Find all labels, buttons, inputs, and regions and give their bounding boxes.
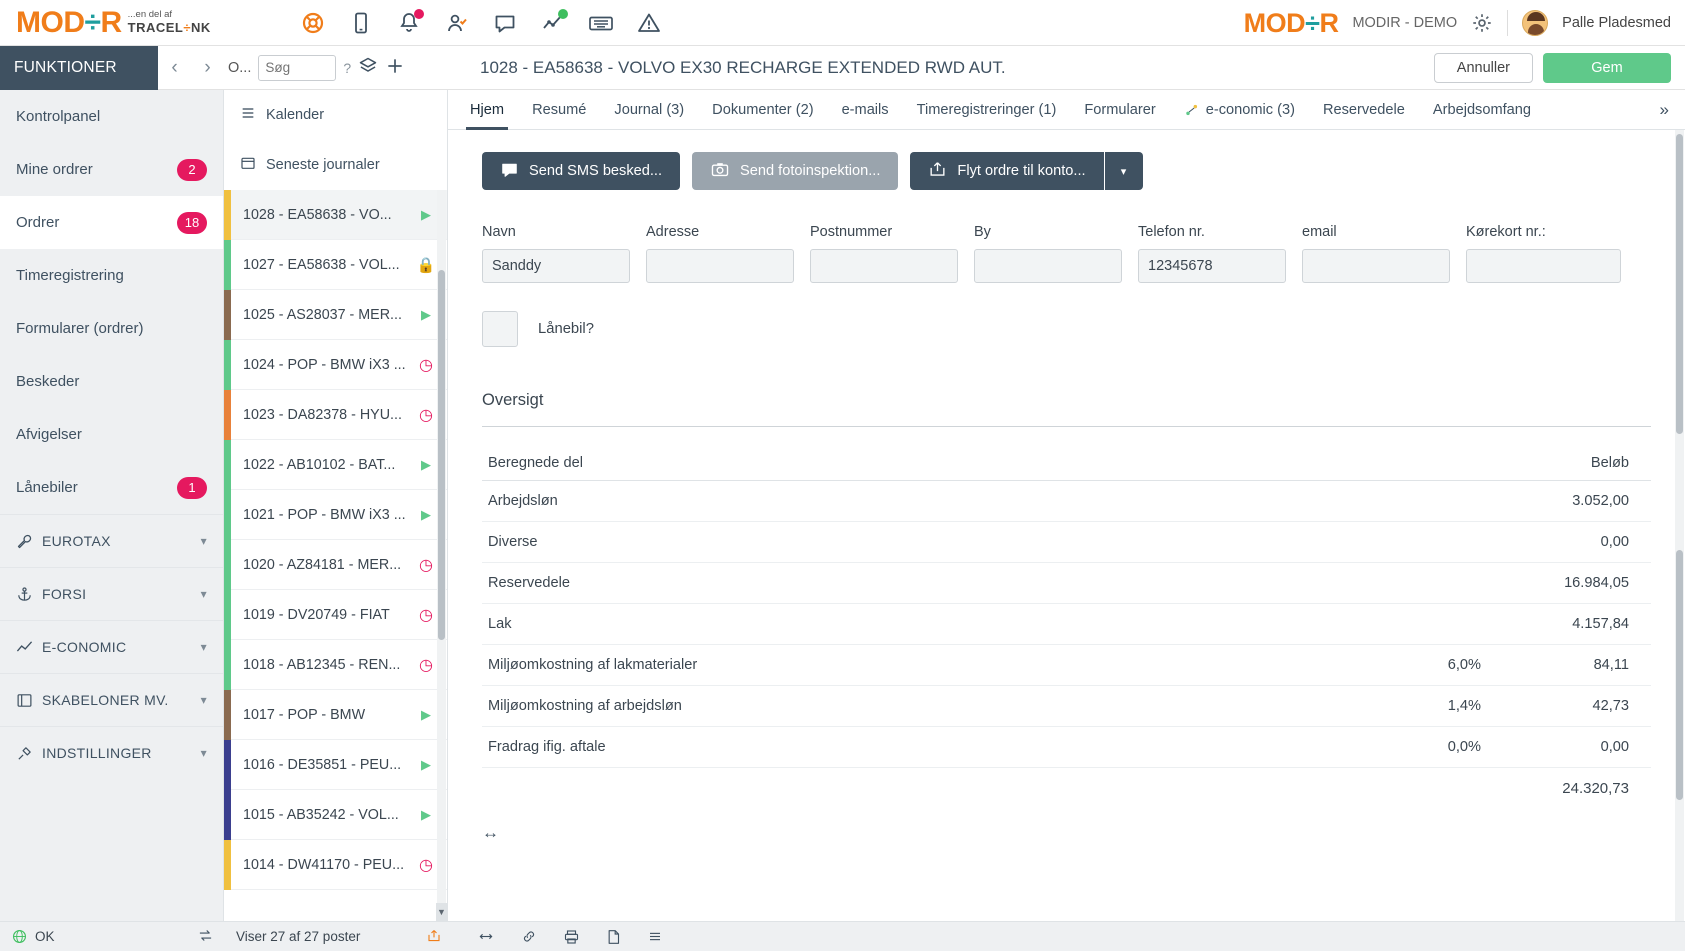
- sidebar-item-label: Formularer (ordrer): [16, 320, 144, 337]
- row-pct: 1,4%: [1391, 686, 1481, 727]
- sidebar-group-label: FORSI: [42, 586, 87, 602]
- sidebar-group-label: EUROTAX: [42, 533, 111, 549]
- question-icon[interactable]: ?: [343, 59, 352, 76]
- adresse-input[interactable]: [646, 249, 794, 283]
- chevron-down-icon: ▾: [200, 640, 207, 654]
- top-right-area: [1244, 0, 1685, 46]
- customer-fields: [482, 224, 1651, 283]
- navn-input[interactable]: [482, 249, 630, 283]
- order-color-bar: [224, 490, 231, 540]
- row-name: Miljøomkostning af lakmaterialer: [482, 645, 1391, 686]
- row-amount: 0,00: [1481, 522, 1651, 563]
- order-row[interactable]: [224, 840, 447, 890]
- order-row[interactable]: [224, 440, 447, 490]
- main-scrollbar-thumb-2[interactable]: [1676, 550, 1683, 800]
- tab-reservedele[interactable]: [1309, 90, 1419, 129]
- korekort-input[interactable]: [1466, 249, 1621, 283]
- move-order-button[interactable]: [910, 152, 1103, 190]
- field-label: Kørekort nr.:: [1466, 224, 1546, 240]
- anchor-icon: [16, 586, 33, 603]
- field-postnummer: [810, 224, 958, 283]
- order-label: 1022 - AB10102 - BAT...: [243, 456, 396, 473]
- sidebar-item-label: Timeregistrering: [16, 267, 124, 284]
- link-icon[interactable]: [520, 929, 538, 944]
- layers-icon[interactable]: [358, 56, 378, 80]
- records-label: Viser 27 af 27 poster: [236, 929, 361, 944]
- row-name: Lak: [482, 604, 1391, 645]
- horizontal-arrows-icon[interactable]: [476, 929, 496, 944]
- order-label: 1027 - EA58638 - VOL...: [243, 256, 400, 273]
- sidebar-badge: 1: [177, 477, 207, 499]
- tab-arbejdsomfang[interactable]: [1419, 90, 1545, 129]
- page-title: 1028 - EA58638 - VOLVO EX30 RECHARGE EXTENDED RWD AUT.: [480, 57, 1006, 77]
- row-name: Arbejdsløn: [482, 481, 1391, 522]
- tab-hjem[interactable]: [456, 90, 518, 129]
- main-scrollbar-thumb[interactable]: [1676, 134, 1683, 434]
- tab-label: Hjem: [470, 101, 505, 118]
- order-color-bar: [224, 640, 231, 690]
- row-amount: 84,11: [1481, 645, 1651, 686]
- orders-scroll-down-icon[interactable]: ▼: [436, 903, 447, 921]
- field-telefon: [1138, 224, 1286, 283]
- cancel-button[interactable]: Annuller: [1434, 53, 1533, 83]
- table-row: [482, 481, 1651, 522]
- button-label: Send fotoinspektion...: [740, 163, 881, 179]
- row-name: Miljøomkostning af arbejdsløn: [482, 686, 1391, 727]
- body: [0, 90, 1685, 921]
- row-name: Reservedele: [482, 563, 1391, 604]
- wrench-icon: [16, 533, 33, 550]
- orders-item-label: Seneste journaler: [266, 157, 380, 173]
- sidebar-item-timeregistrering[interactable]: [0, 249, 223, 302]
- order-color-bar: [224, 840, 231, 890]
- avatar[interactable]: [1522, 10, 1548, 36]
- sidebar-group-label: E-CONOMIC: [42, 639, 127, 655]
- sidebar-item-afvigelser[interactable]: [0, 408, 223, 461]
- sidebar-item-mine-ordrer[interactable]: [0, 143, 223, 196]
- order-label: 1014 - DW41170 - PEU...: [243, 856, 405, 873]
- move-order-dropdown-icon[interactable]: ▾: [1105, 152, 1143, 190]
- orders-scrollbar-thumb[interactable]: [438, 270, 445, 640]
- order-color-bar: [224, 590, 231, 640]
- total-spacer: [482, 768, 1391, 810]
- lanebil-row: [482, 311, 1651, 347]
- save-button[interactable]: Gem: [1543, 53, 1671, 83]
- bell-icon[interactable]: [396, 10, 422, 36]
- mobile-icon[interactable]: [348, 10, 374, 36]
- table-row: [482, 727, 1651, 768]
- chat-icon[interactable]: [492, 10, 518, 36]
- tab-journal[interactable]: [600, 90, 698, 129]
- order-row[interactable]: [224, 740, 447, 790]
- tab-label: Formularer: [1084, 101, 1156, 118]
- sidebar-item-ordrer[interactable]: [0, 196, 223, 249]
- oversigt-title: Oversigt: [482, 391, 544, 409]
- order-row[interactable]: [224, 190, 447, 240]
- field-email: [1302, 224, 1450, 283]
- tab-timeregistreringer[interactable]: [903, 90, 1071, 129]
- table-row: [482, 604, 1651, 645]
- chart-icon[interactable]: [540, 10, 566, 36]
- tab-formularer[interactable]: [1070, 90, 1169, 129]
- globe-icon: [12, 929, 27, 944]
- chevron-down-icon: ▾: [200, 587, 207, 601]
- move-order-group: [910, 152, 1142, 190]
- table-head: [482, 455, 1651, 481]
- order-color-bar: [224, 540, 231, 590]
- tenant-label: MODIR - DEMO: [1352, 15, 1458, 31]
- play-icon[interactable]: ▶: [421, 706, 431, 722]
- row-pct: 0,0%: [1391, 727, 1481, 768]
- sidebar-item-beskeder[interactable]: [0, 355, 223, 408]
- calendar-icon: [240, 155, 256, 175]
- sidebar-badge: 2: [177, 159, 207, 181]
- sidebar: [0, 90, 224, 921]
- row-pct: [1391, 563, 1481, 604]
- sidebar-item-label: Lånebiler: [16, 479, 78, 496]
- order-row[interactable]: [224, 540, 447, 590]
- by-input[interactable]: [974, 249, 1122, 283]
- tab-bar: [448, 90, 1685, 130]
- order-row[interactable]: [224, 590, 447, 640]
- order-label: 1017 - POP - BMW: [243, 706, 366, 723]
- order-label: 1020 - AZ84181 - MER...: [243, 556, 402, 573]
- sidebar-group-eurotax[interactable]: [0, 514, 223, 567]
- status-records: [224, 928, 448, 946]
- order-color-bar: [224, 190, 231, 240]
- sidebar-item-formularer[interactable]: [0, 302, 223, 355]
- orders-item-kalender[interactable]: [224, 90, 447, 140]
- order-row[interactable]: [224, 340, 447, 390]
- warning-icon[interactable]: [636, 10, 662, 36]
- logo-sub-line2: TRACEL÷NK: [127, 19, 211, 35]
- row-amount: 16.984,05: [1481, 563, 1651, 604]
- order-list-header: [224, 55, 466, 81]
- gear-icon[interactable]: [1471, 12, 1493, 34]
- telefon-input[interactable]: [1138, 249, 1286, 283]
- play-icon[interactable]: ▶: [421, 506, 431, 522]
- order-color-bar: [224, 440, 231, 490]
- trend-icon: [16, 639, 33, 656]
- calculation-table: [482, 455, 1651, 809]
- tab-resume[interactable]: [518, 90, 600, 129]
- postnummer-input[interactable]: [810, 249, 958, 283]
- row-amount: 3.052,00: [1481, 481, 1651, 522]
- clock-icon[interactable]: ◷: [419, 606, 433, 624]
- play-icon[interactable]: ▶: [421, 206, 431, 222]
- tab-label: Arbejdsomfang: [1432, 101, 1532, 118]
- chevron-down-icon: ▾: [200, 746, 207, 760]
- row-amount: 4.157,84: [1481, 604, 1651, 645]
- chevron-down-icon: ▾: [200, 534, 207, 548]
- orders-scroll-area: [224, 190, 447, 921]
- bell-badge: [414, 9, 424, 19]
- sidebar-item-label: Mine ordrer: [16, 161, 93, 178]
- chevron-down-icon: ▾: [200, 693, 207, 707]
- nav-back-icon[interactable]: ‹: [171, 56, 178, 78]
- divider: [1507, 10, 1508, 36]
- row-amount: 0,00: [1481, 727, 1651, 768]
- order-color-bar: [224, 690, 231, 740]
- status-ok-label: OK: [35, 929, 55, 944]
- order-row[interactable]: [224, 240, 447, 290]
- order-label: 1019 - DV20749 - FIAT: [243, 606, 390, 623]
- tab-label: Timeregistreringer (1): [916, 101, 1057, 118]
- tab-dokumenter[interactable]: [698, 90, 827, 129]
- order-label: 1024 - POP - BMW iX3 ...: [243, 356, 406, 373]
- order-color-bar: [224, 240, 231, 290]
- tab-label: Reservedele: [1322, 101, 1405, 118]
- list-label: O...: [228, 59, 252, 76]
- pdf-icon[interactable]: [605, 929, 622, 945]
- sidebar-item-lanebiler[interactable]: [0, 461, 223, 514]
- total-amount: 24.320,73: [1562, 780, 1629, 797]
- economic-icon: [1184, 102, 1200, 118]
- field-label: Adresse: [646, 224, 700, 240]
- table-body: [482, 481, 1651, 810]
- sidebar-item-kontrolpanel[interactable]: [0, 90, 223, 143]
- orders-scrollbar[interactable]: [437, 190, 446, 921]
- order-color-bar: [224, 390, 231, 440]
- play-icon[interactable]: ▶: [421, 306, 431, 322]
- tabs-overflow-icon[interactable]: »: [1659, 99, 1669, 119]
- order-color-bar: [224, 340, 231, 390]
- table-row: [482, 563, 1651, 604]
- play-icon[interactable]: ▶: [421, 806, 431, 822]
- lifebuoy-icon[interactable]: [300, 10, 326, 36]
- status-tools: [448, 929, 1685, 945]
- order-label: 1016 - DE35851 - PEU...: [243, 756, 402, 773]
- order-row[interactable]: [224, 290, 447, 340]
- orders-list-panel: [224, 90, 448, 921]
- order-row[interactable]: [224, 790, 447, 840]
- row-pct: [1391, 604, 1481, 645]
- clock-icon[interactable]: ◷: [419, 856, 433, 874]
- app-logo: [0, 5, 211, 39]
- sidebar-item-label: Afvigelser: [16, 426, 82, 443]
- col-pct: [1391, 455, 1481, 481]
- sidebar-group-indstillinger[interactable]: [0, 726, 223, 779]
- row-pct: 6,0%: [1391, 645, 1481, 686]
- second-bar: [0, 46, 1685, 90]
- field-label: Telefon nr.: [1138, 224, 1205, 240]
- tab-label: Resumé: [532, 101, 587, 118]
- sidebar-item-label: Kontrolpanel: [16, 108, 101, 125]
- search-input[interactable]: [258, 55, 336, 81]
- divider: [482, 426, 1651, 427]
- field-label: email: [1302, 224, 1337, 240]
- user-name[interactable]: Palle Pladesmed: [1562, 15, 1671, 31]
- sidebar-group-forsi[interactable]: [0, 567, 223, 620]
- order-label: 1018 - AB12345 - REN...: [243, 656, 401, 673]
- sidebar-group-label: SKABELONER MV.: [42, 692, 169, 708]
- title-actions: [1434, 53, 1685, 83]
- field-label: Postnummer: [810, 224, 893, 240]
- field-adresse: [646, 224, 794, 283]
- email-input[interactable]: [1302, 249, 1450, 283]
- share-icon[interactable]: [426, 928, 442, 946]
- camera-icon: [710, 160, 730, 183]
- order-label: 1028 - EA58638 - VO...: [243, 206, 392, 223]
- book-icon: [16, 692, 33, 709]
- logo-text: MOD÷R: [16, 5, 122, 39]
- order-label: 1021 - POP - BMW iX3 ...: [243, 506, 406, 523]
- top-icon-bar: [300, 10, 662, 36]
- tab-label: Dokumenter (2): [712, 101, 814, 118]
- logo-sub-line1: ...en del af: [127, 8, 173, 20]
- tab-label: Journal (3): [614, 101, 685, 118]
- order-color-bar: [224, 290, 231, 340]
- send-fotoinspektion-button[interactable]: [692, 152, 898, 190]
- plus-icon[interactable]: [385, 56, 405, 80]
- play-icon[interactable]: ▶: [421, 456, 431, 472]
- send-sms-button[interactable]: [482, 152, 680, 190]
- button-label: Flyt ordre til konto...: [957, 163, 1086, 179]
- main-panel: [448, 90, 1685, 921]
- field-label: By: [974, 224, 991, 240]
- tools-icon: [16, 745, 33, 762]
- order-row[interactable]: [224, 390, 447, 440]
- menu-icon[interactable]: [646, 929, 664, 944]
- tab-label: e-conomic (3): [1205, 101, 1295, 118]
- functions-header: FUNKTIONER: [0, 46, 158, 90]
- orders-item-seneste-journaler[interactable]: [224, 140, 447, 190]
- tab-emails[interactable]: [828, 90, 903, 129]
- logo-subtext: [128, 10, 211, 38]
- col-beregnede-del: Beregnede del: [482, 455, 1391, 481]
- brand-right: MOD÷R: [1243, 7, 1339, 38]
- clock-icon[interactable]: ◷: [419, 356, 433, 374]
- table-row: [482, 686, 1651, 727]
- sidebar-item-label: Beskeder: [16, 373, 80, 390]
- horizontal-arrows-icon[interactable]: ↔: [482, 823, 499, 842]
- status-left: [0, 928, 224, 946]
- row-name: Fradrag ifig. aftale: [482, 727, 1391, 768]
- order-row[interactable]: [224, 490, 447, 540]
- chat-icon: [500, 160, 519, 183]
- status-bar: [0, 921, 1685, 951]
- lock-icon[interactable]: 🔒: [416, 256, 436, 274]
- nav-arrows: [158, 57, 224, 79]
- main-scrollbar[interactable]: [1675, 130, 1684, 921]
- nav-forward-icon[interactable]: ›: [204, 56, 211, 78]
- tab-label: e-mails: [841, 101, 889, 118]
- action-buttons: [482, 152, 1651, 190]
- table-row: [482, 645, 1651, 686]
- sidebar-badge: 18: [177, 212, 207, 234]
- row-amount: 42,73: [1481, 686, 1651, 727]
- clock-icon[interactable]: ◷: [419, 406, 433, 424]
- field-by: [974, 224, 1122, 283]
- play-icon[interactable]: ▶: [421, 756, 431, 772]
- field-label: Navn: [482, 224, 516, 240]
- order-color-bar: [224, 740, 231, 790]
- col-belob: Beløb: [1481, 455, 1651, 481]
- clock-icon[interactable]: ◷: [419, 556, 433, 574]
- total-spacer-pct: [1391, 768, 1481, 810]
- order-label: 1015 - AB35242 - VOL...: [243, 806, 399, 823]
- chart-badge: [558, 9, 568, 19]
- tab-economic[interactable]: [1170, 90, 1309, 129]
- table-total-row: [482, 768, 1651, 810]
- field-korekort: [1466, 224, 1621, 283]
- list-icon: [240, 105, 256, 125]
- order-label: 1023 - DA82378 - HYU...: [243, 406, 402, 423]
- row-name: Diverse: [482, 522, 1391, 563]
- order-label: 1025 - AS28037 - MER...: [243, 306, 402, 323]
- orders-item-label: Kalender: [266, 107, 325, 123]
- sidebar-item-label: Ordrer: [16, 214, 60, 231]
- button-label: Send SMS besked...: [529, 163, 663, 179]
- lanebil-checkbox[interactable]: [482, 311, 518, 347]
- lanebil-label: Lånebil?: [538, 321, 594, 337]
- table-header-row: [482, 455, 1651, 481]
- row-pct: [1391, 522, 1481, 563]
- field-navn: [482, 224, 630, 283]
- sidebar-group-economic[interactable]: [0, 620, 223, 673]
- sidebar-group-label: INDSTILLINGER: [42, 745, 152, 761]
- sidebar-group-skabeloner[interactable]: [0, 673, 223, 726]
- sidebar-spacer: [0, 779, 223, 921]
- top-bar: [0, 0, 1685, 46]
- order-color-bar: [224, 790, 231, 840]
- share-icon: [928, 160, 947, 183]
- clock-icon[interactable]: ◷: [419, 656, 433, 674]
- print-icon[interactable]: [562, 929, 581, 945]
- user-check-icon[interactable]: [444, 10, 470, 36]
- order-row[interactable]: [224, 640, 447, 690]
- order-row[interactable]: [224, 690, 447, 740]
- keyboard-icon[interactable]: [588, 10, 614, 36]
- sync-icon[interactable]: [197, 928, 214, 946]
- main-content: [448, 130, 1685, 921]
- table-row: [482, 522, 1651, 563]
- row-pct: [1391, 481, 1481, 522]
